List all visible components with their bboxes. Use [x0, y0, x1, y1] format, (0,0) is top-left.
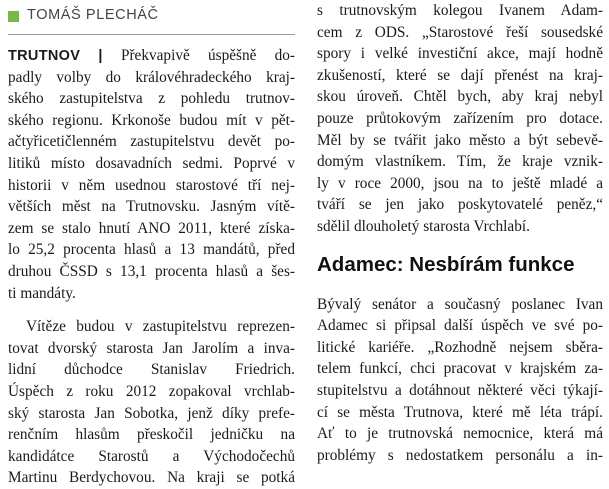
text-line: Martinu Berdychovou. Na kraji se potká [8, 469, 295, 487]
paragraph-2 [8, 316, 295, 489]
text-line: lidní důchodce Stanislav Friedrich. [8, 361, 295, 379]
text-line: lo 25,2 procenta hlasů a 13 mandátů, před [8, 241, 295, 259]
byline-divider [8, 34, 295, 35]
text-line: cí se města Trutnova, které mě léta trápí. [317, 403, 603, 421]
text-line: telem funkcí, chci pracovat v krajském za- [317, 360, 603, 378]
right-paragraph-2 [317, 294, 603, 467]
text-line: historii v něm usednou starostové tří nej- [8, 176, 295, 194]
text-line: pouze průtokovým zařízením pro dotace. [317, 109, 603, 127]
text-line: větších měst na Trutnovsku. Jasným vítě- [8, 198, 295, 216]
text-line: domým vlastníkem. Tím, že kraje vznik- [317, 153, 603, 171]
text-line: padly volby do královéhradeckého kraj- [8, 68, 295, 86]
text-line: ský starosta Jan Sobotka, jenž díky prefe- [8, 404, 295, 422]
text-line: spory i velké investiční akce, mají hodně [317, 45, 603, 63]
text-line: ačtyřicetičlenném zastupitelstvu devět po- [8, 133, 295, 151]
left-column [8, 0, 295, 489]
text-line: litické kariéře. „Rozhodně nejsem sběra- [317, 338, 603, 356]
text-line: Vítěze budou v zastupitelstvu reprezen- [26, 318, 295, 336]
text-line: problémy s nedostatkem personálu a in- [317, 446, 603, 464]
text-line: ly v roce 2000, jsou na to ještě mladé a [317, 174, 603, 192]
paragraph-1-first-line [8, 45, 295, 67]
text-line: litiků místo dosavadních sedmi. Poprvé v [8, 154, 295, 172]
text-line: Ať to je trutnovská nemocnice, která má [317, 425, 603, 443]
text-line: s trutnovským kolegou Ivanem Adam- [317, 2, 603, 19]
paragraph-1 [8, 45, 295, 304]
right-paragraph-1 [317, 0, 603, 238]
text-line: sdělil dlouholetý starosta Vrchlabí. [317, 217, 530, 235]
text-line: tváří se jen jako poskytovatelé peněz,“ [317, 196, 603, 214]
text-line: zem se stalo hnutí ANO 2011, které získa- [8, 219, 295, 237]
paragraph-1-lead: Překvapivě úspěšně do- [120, 47, 295, 64]
text-line: zkušeností, které se dají přenést na kraj- [317, 66, 603, 84]
dateline: TRUTNOV [8, 48, 81, 64]
author-marker-icon [8, 11, 19, 22]
text-line: ského regionu. Krkonoše budou mít v pět- [8, 111, 295, 129]
dateline-separator: | [98, 48, 103, 64]
text-line: Bývalý senátor a současný poslanec Ivan [317, 295, 603, 313]
right-column [317, 0, 603, 466]
author-name: TOMÁŠ PLECHÁČ [27, 7, 159, 24]
text-line: druhou ČSSD s 13,1 procenta hlasů a šes- [8, 262, 295, 280]
text-line: tovat dvorský starosta Jan Jarolím a inva- [8, 339, 295, 357]
text-line: stupitelstvu a dotáhnout některé věci týkají- [317, 381, 603, 399]
text-line: Úspěch z roku 2012 zopakoval vrchlab- [8, 382, 295, 400]
text-line: renčním hlasům přeskočil jedničku na [8, 426, 295, 444]
text-line: cem z ODS. „Starostové řeší sousedské [317, 23, 603, 41]
text-line: ti mandáty. [8, 284, 76, 302]
author-byline [8, 5, 295, 27]
text-line: Měl by se tvářit jako město a být sebevě- [317, 131, 603, 149]
text-line: kandidátce Starostů a Východočechů [8, 447, 295, 465]
text-line: ského zastupitelstva z pohledu trutnov- [8, 90, 295, 108]
text-line: skou úroveň. Chtěl bych, aby kraj nebyl [317, 88, 603, 106]
text-line: Adamec si připsal další úspěch ve své po- [317, 317, 603, 335]
subheading: Adamec: Nesbírám funkce [317, 252, 575, 276]
paragraph-gap [8, 304, 295, 316]
